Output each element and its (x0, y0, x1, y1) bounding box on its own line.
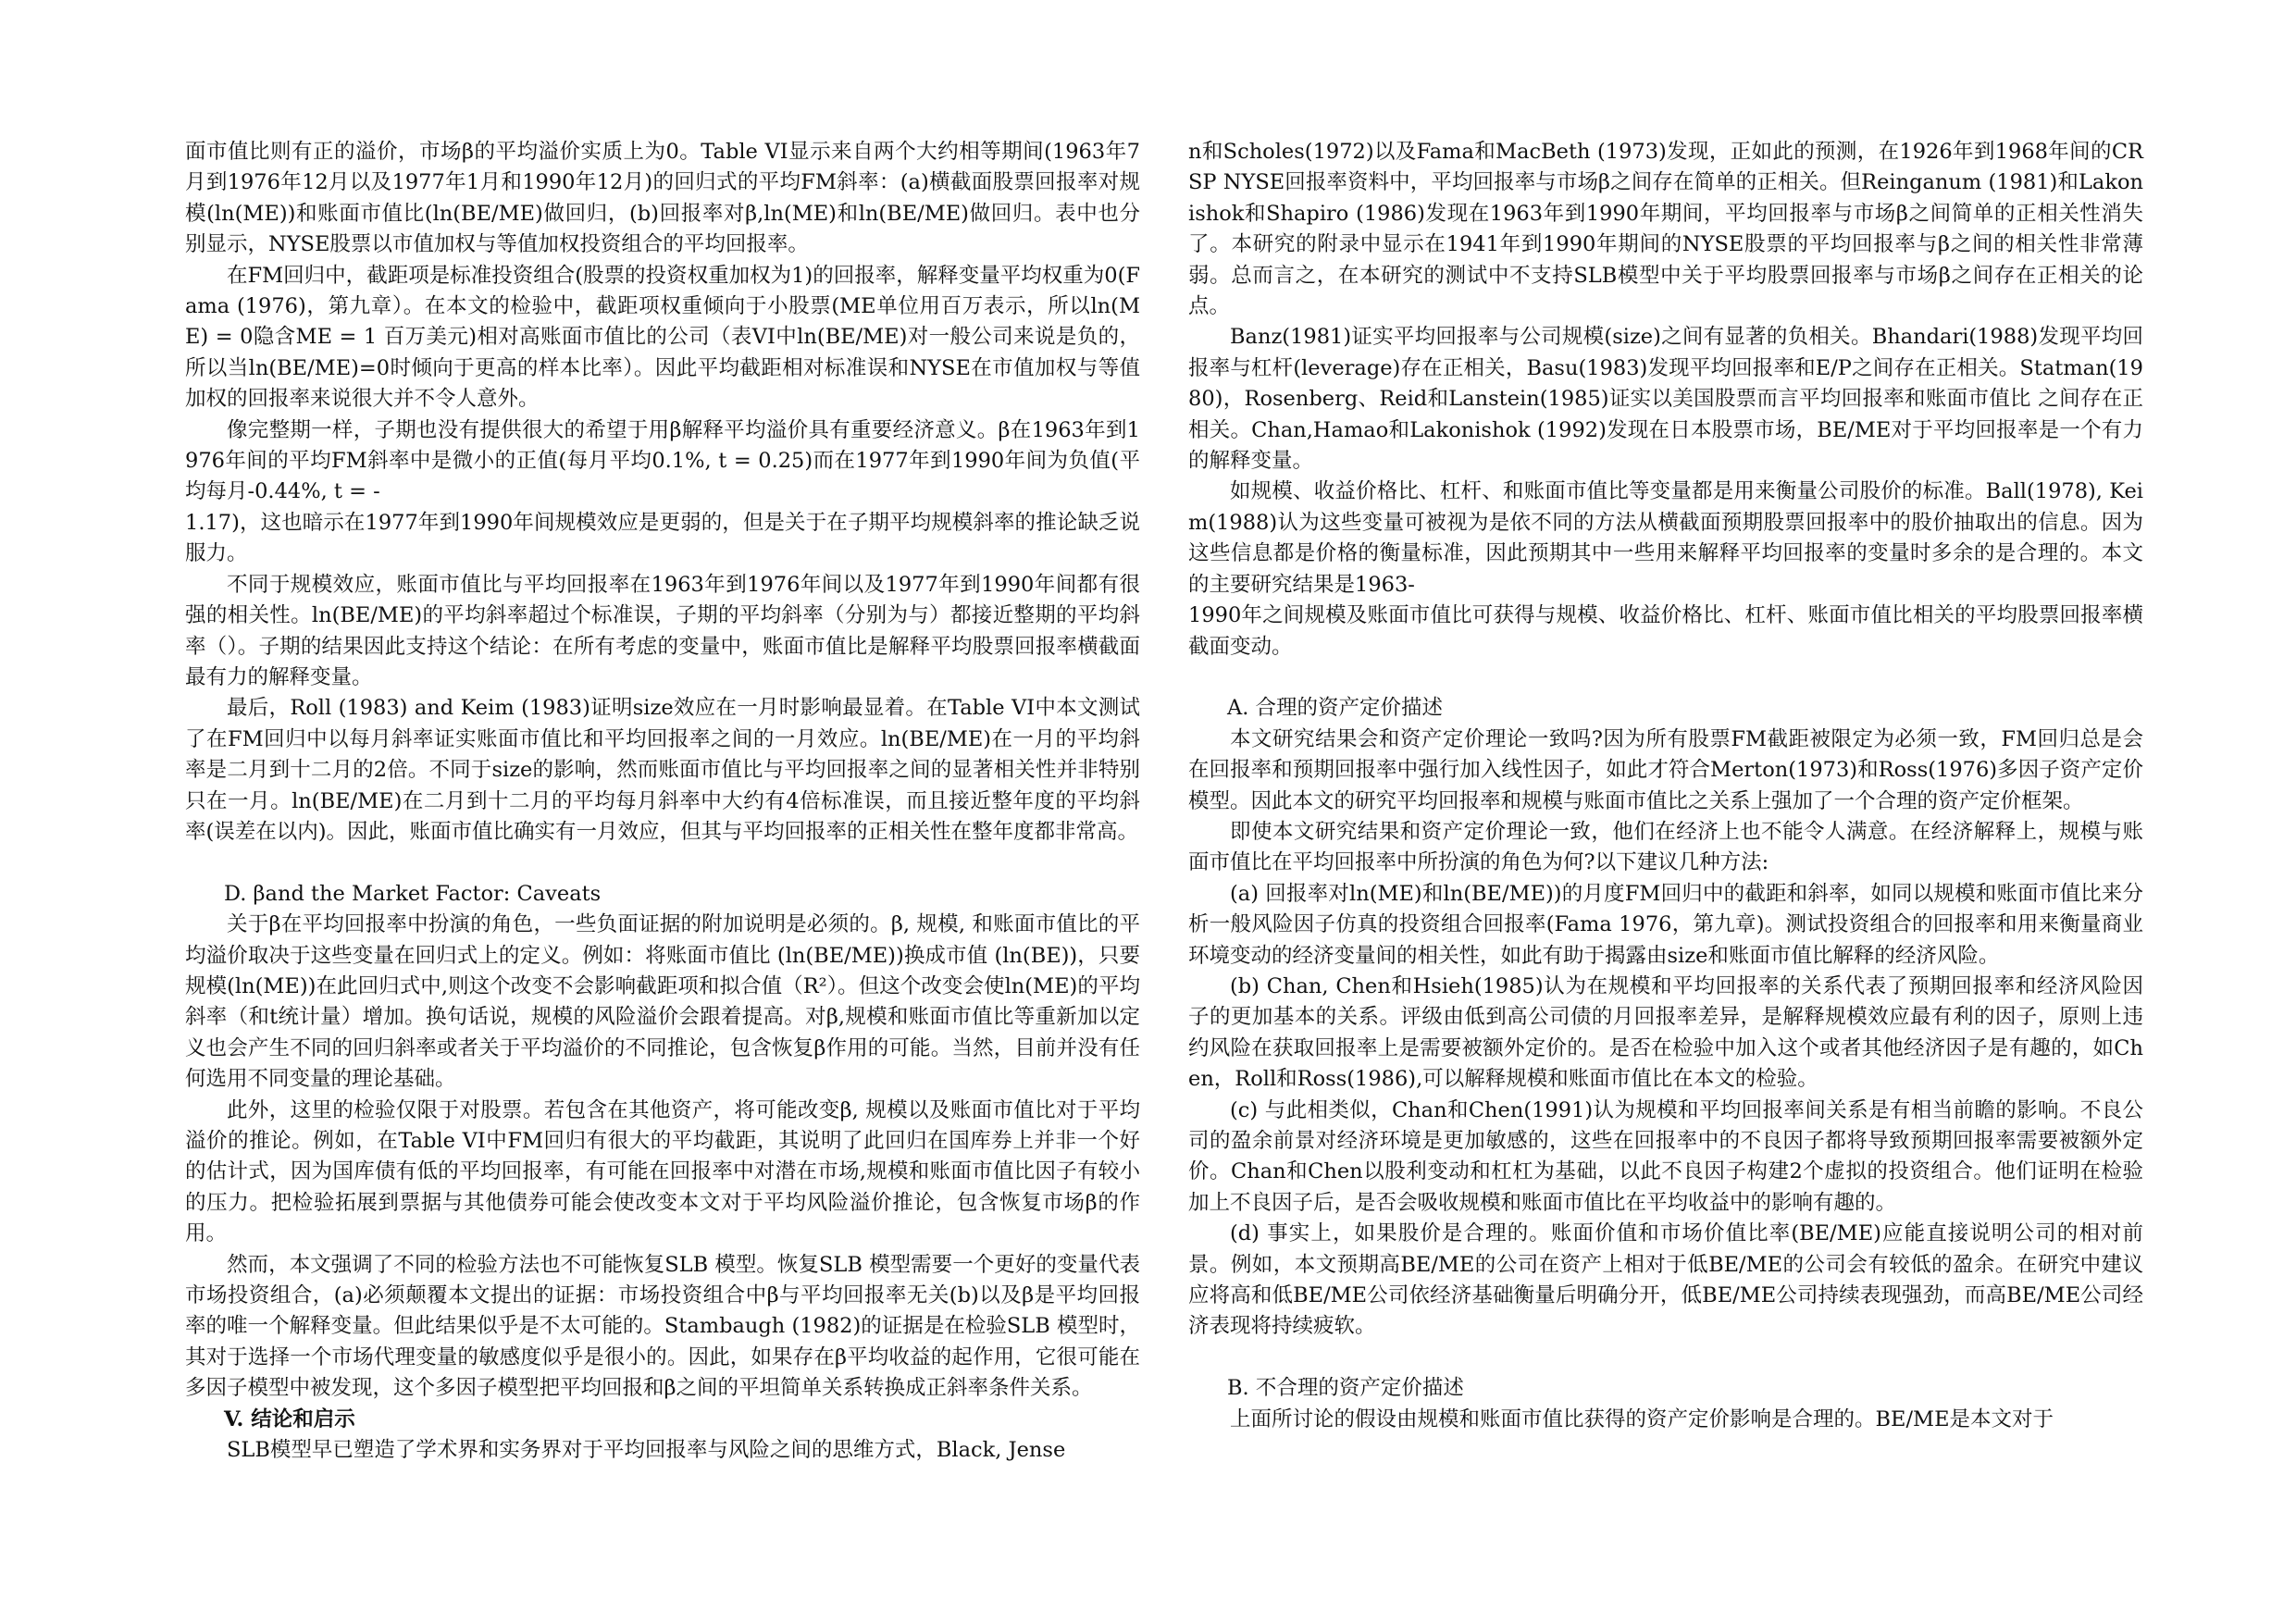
paragraph: (b) Chan, Chen和Hsieh(1985)认为在规模和平均回报率的关系代表了预期回报率和经济风险因子的更加基本的关系。评级由低到高公司债的月回报率差异，是解释规模效应最有利的因子，原则上违约风险在获取回报率上是需要被额外定价的。是否在检验中加入这个或者其他经济因子是有趣的，如Chen，Roll和Ross(1986),可以解释规模和账面市值比在本文的检验。 (1188, 973, 2143, 1092)
paragraph: 面市值比则有正的溢价，市场β的平均溢价实质上为0。Table VI显示来自两个大约相等期间(1963年7月到1976年12月以及1977年1月和1990年12月)的回归式的平均FM斜率：(a)横截面股票回报率对规模(ln(ME))和账面市值比(ln(BE/ME)做回归，(b)回报率对β,ln(ME)和ln(BE/ME)做回归。表中也分别显示，NYSE股票以市值加权与等值加权投资组合的平均回报率。 (185, 140, 1140, 257)
blank-line (1188, 663, 2143, 693)
paragraph: 如规模、收益价格比、杠杆、和账面市值比等变量都是用来衡量公司股价的标准。Ball(1978), Keim(1988)认为这些变量可被视为是依不同的方法从横截面预期股票回报率中的股价抽取出的信息。因为这些信息都是价格的衡量标准，因此预期其中一些用来解释平均回报率的变量时多余的是合理的。本文的主要研究结果是1963- (1188, 479, 2143, 597)
paragraph: 在FM回归中，截距项是标准投资组合(股票的投资权重加权为1)的回报率，解释变量平均权重为0(Fama (1976)，第九章）。在本文的检验中，截距项权重倾向于小股票(ME单位用百万表示，所以ln(ME) = 0隐含ME = 1 百万美元)相对高账面市值比的公司（表VI中ln(BE/ME)对一般公司来说是负的，所以当ln(BE/ME)=0时倾向于更高的样本比率）。因此平均截距相对标准误和NYSE在市值加权与等值加权的回报率来说很大并不令人意外。 (185, 263, 1140, 412)
paragraph: SLB模型早已塑造了学术界和实务界对于平均回报率与风险之间的思维方式，Black, Jense (227, 1438, 1066, 1463)
paragraph: 本文研究结果会和资产定价理论一致吗?因为所有股票FM截距被限定为必须一致，FM回归总是会在回报率和预期回报率中强行加入线性因子，如此才符合Merton(1973)和Ross(1976)多因子资产定价模型。因此本文的研究平均回报率和规模与账面市值比之关系上强加了一个合理的资产定价框架。 (1188, 726, 2143, 813)
paragraph: 1.17)，这也暗示在1977年到1990年间规模效应是更弱的，但是关于在子期平均规模斜率的推论缺乏说服力。 (185, 510, 1140, 566)
right-column (1188, 137, 2143, 1435)
paragraph: n和Scholes(1972)以及Fama和MacBeth (1973)发现，正如此的预测，在1926年到1968年间的CRSP NYSE回报率资料中，平均回报率与市场β之间存在简单的正相关。但Reinganum (1981)和Lakonishok和Shapiro (1986)发现在1963年到1990年期间，平均回报率与市场β之间简单的正相关性消失了。本研究的附录中显示在1941年到1990年期间的NYSE股票的平均回报率与β之间的相关性非常薄弱。总而言之，在本研究的测试中不支持SLB模型中关于平均股票回报率与市场β之间存在正相关的论点。 (1188, 140, 2143, 319)
paragraph: (d) 事实上，如果股价是合理的。账面价值和市场价值比率(BE/ME)应能直接说明公司的相对前景。例如，本文预期高BE/ME的公司在资产上相对于低BE/ME的公司会有较低的盈余。在研究中建议应将高和低BE/ME公司依经济基础衡量后明确分开，低BE/ME公司持续表现强劲，而高BE/ME公司经济表现将持续疲软。 (1188, 1221, 2143, 1339)
paragraph: 1990年之间规模及账面市值比可获得与规模、收益价格比、杠杆、账面市值比相关的平均股票回报率横截面变动。 (1188, 603, 2143, 659)
section-heading: A. 合理的资产定价描述 (1227, 696, 1444, 721)
blank-line (185, 848, 1140, 878)
paragraph: (c) 与此相类似，Chan和Chen(1991)认为规模和平均回报率间关系是有相当前瞻的影响。不良公司的盈余前景对经济环境是更加敏感的，这些在回报率中的不良因子都将导致预期回报率需要被额外定价。Chan和Chen以股利变动和杠杠为基础，以此不良因子构建2个虚拟的投资组合。他们证明在检验加上不良因子后，是否会吸收规模和账面市值比在平均收益中的影响有趣的。 (1188, 1097, 2143, 1215)
section-heading: D. βand the Market Factor: Caveats (224, 881, 602, 906)
paragraph: Banz(1981)证实平均回报率与公司规模(size)之间有显著的负相关。Bhandari(1988)发现平均回报率与杠杆(leverage)存在正相关，Basu(1983)发现平均回报率和E/P之间存在正相关。Statman(1980)，Rosenberg、Reid和Lanstein(1985)证实以美国股票而言平均回报率和账面市值比 之间存在正相关。Chan,Hamao和Lakonishok (1992)发现在日本股票市场，BE/ME对于平均回报率是一个有力的解释变量。 (1188, 325, 2143, 474)
paragraph: 不同于规模效应，账面市值比与平均回报率在1963年到1976年间以及1977年到1990年间都有很强的相关性。ln(BE/ME)的平均斜率超过个标准误，子期的平均斜率（分别为与）都接近整期的平均斜率（）。子期的结果因此支持这个结论：在所有考虑的变量中，账面市值比是解释平均股票回报率横截面最有力的解释变量。 (185, 572, 1140, 689)
left-column (185, 137, 1140, 1466)
paragraph: 最后，Roll (1983) and Keim (1983)证明size效应在一月时影响最显着。在Table VI中本文测试了在FM回归中以每月斜率证实账面市值比和平均回报率之间的一月效应。ln(BE/ME)在一月的平均斜率是二月到十二月的2倍。不同于size的影响，然而账面市值比与平均回报率之间的显著相关性并非特别只在一月。ln(BE/ME)在二月到十二月的平均每月斜率中大约有4倍标准误，而且接近整年度的平均斜率(误差在以内)。因此，账面市值比确实有一月效应，但其与平均回报率的正相关性在整年度都非常高。 (185, 696, 1140, 844)
paragraph: 然而，本文强调了不同的检验方法也不可能恢复SLB 模型。恢复SLB 模型需要一个更好的变量代表市场投资组合，(a)必须颠覆本文提出的证据：市场投资组合中β与平均回报率无关(b)以及β是平均回报率的唯一个解释变量。但此结果似乎是不太可能的。Stambaugh (1982)的证据是在检验SLB 模型时，其对于选择一个市场代理变量的敏感度似乎是很小的。因此，如果存在β平均收益的起作用，它很可能在多因子模型中被发现，这个多因子模型把平均回报和β之间的平坦简单关系转换成正斜率条件关系。 (185, 1252, 1140, 1401)
paragraph: 像完整期一样，子期也没有提供很大的希望于用β解释平均溢价具有重要经济意义。β在1963年到1976年间的平均FM斜率中是微小的正值(每月平均0.1%, t = 0.25)而在1977年到1990年间为负值(平均每月-0.44%, t = - (185, 417, 1140, 504)
paragraph: 上面所讨论的假设由规模和账面市值比获得的资产定价影响是合理的。BE/ME是本文对于 (1230, 1406, 2054, 1431)
paragraph: 即使本文研究结果和资产定价理论一致，他们在经济上也不能令人满意。在经济解释上，规模与账面市值比在平均回报率中所扮演的角色为何?以下建议几种方法: (1188, 819, 2143, 875)
blank-line (1188, 1343, 2143, 1373)
paragraph: (a) 回报率对ln(ME)和ln(BE/ME))的月度FM回归中的截距和斜率，如同以规模和账面市值比来分析一般风险因子仿真的投资组合回报率(Fama 1976，第九章)。测试投资组合的回报率和用来衡量商业环境变动的经济变量间的相关性，如此有助于揭露由size和账面市值比解释的经济风险。 (1188, 881, 2143, 968)
paragraph: 此外，这里的检验仅限于对股票。若包含在其他资产，将可能改变β, 规模以及账面市值比对于平均溢价的推论。例如，在Table VI中FM回归有很大的平均截距，其说明了此回归在国库券上并非一个好的估计式，因为国库债有低的平均回报率，有可能在回报率中对潜在市场,规模和账面市值比因子有较小的压力。把检验拓展到票据与其他债券可能会使改变本文对于平均风险溢价推论，包含恢复市场β的作用。 (185, 1097, 1140, 1246)
paragraph: 关于β在平均回报率中扮演的角色，一些负面证据的附加说明是必须的。β, 规模, 和账面市值比的平均溢价取决于这些变量在回归式上的定义。例如：将账面市值比 (ln(BE/ME))换成市值 (ln(BE))，只要规模(ln(ME))在此回归式中,则这个改变不会影响截距项和拟合值（R²）。但这个改变会使ln(ME)的平均斜率（和t统计量）增加。换句话说，规模的风险溢价会跟着提高。对β,规模和账面市值比等重新加以定义也会产生不同的回归斜率或者关于平均溢价的不同推论，包含恢复β作用的可能。当然，目前并没有任何选用不同变量的理论基础。 (185, 912, 1140, 1092)
section-heading: B. 不合理的资产定价描述 (1227, 1376, 1464, 1401)
section-heading: V. 结论和启示 (224, 1406, 355, 1431)
